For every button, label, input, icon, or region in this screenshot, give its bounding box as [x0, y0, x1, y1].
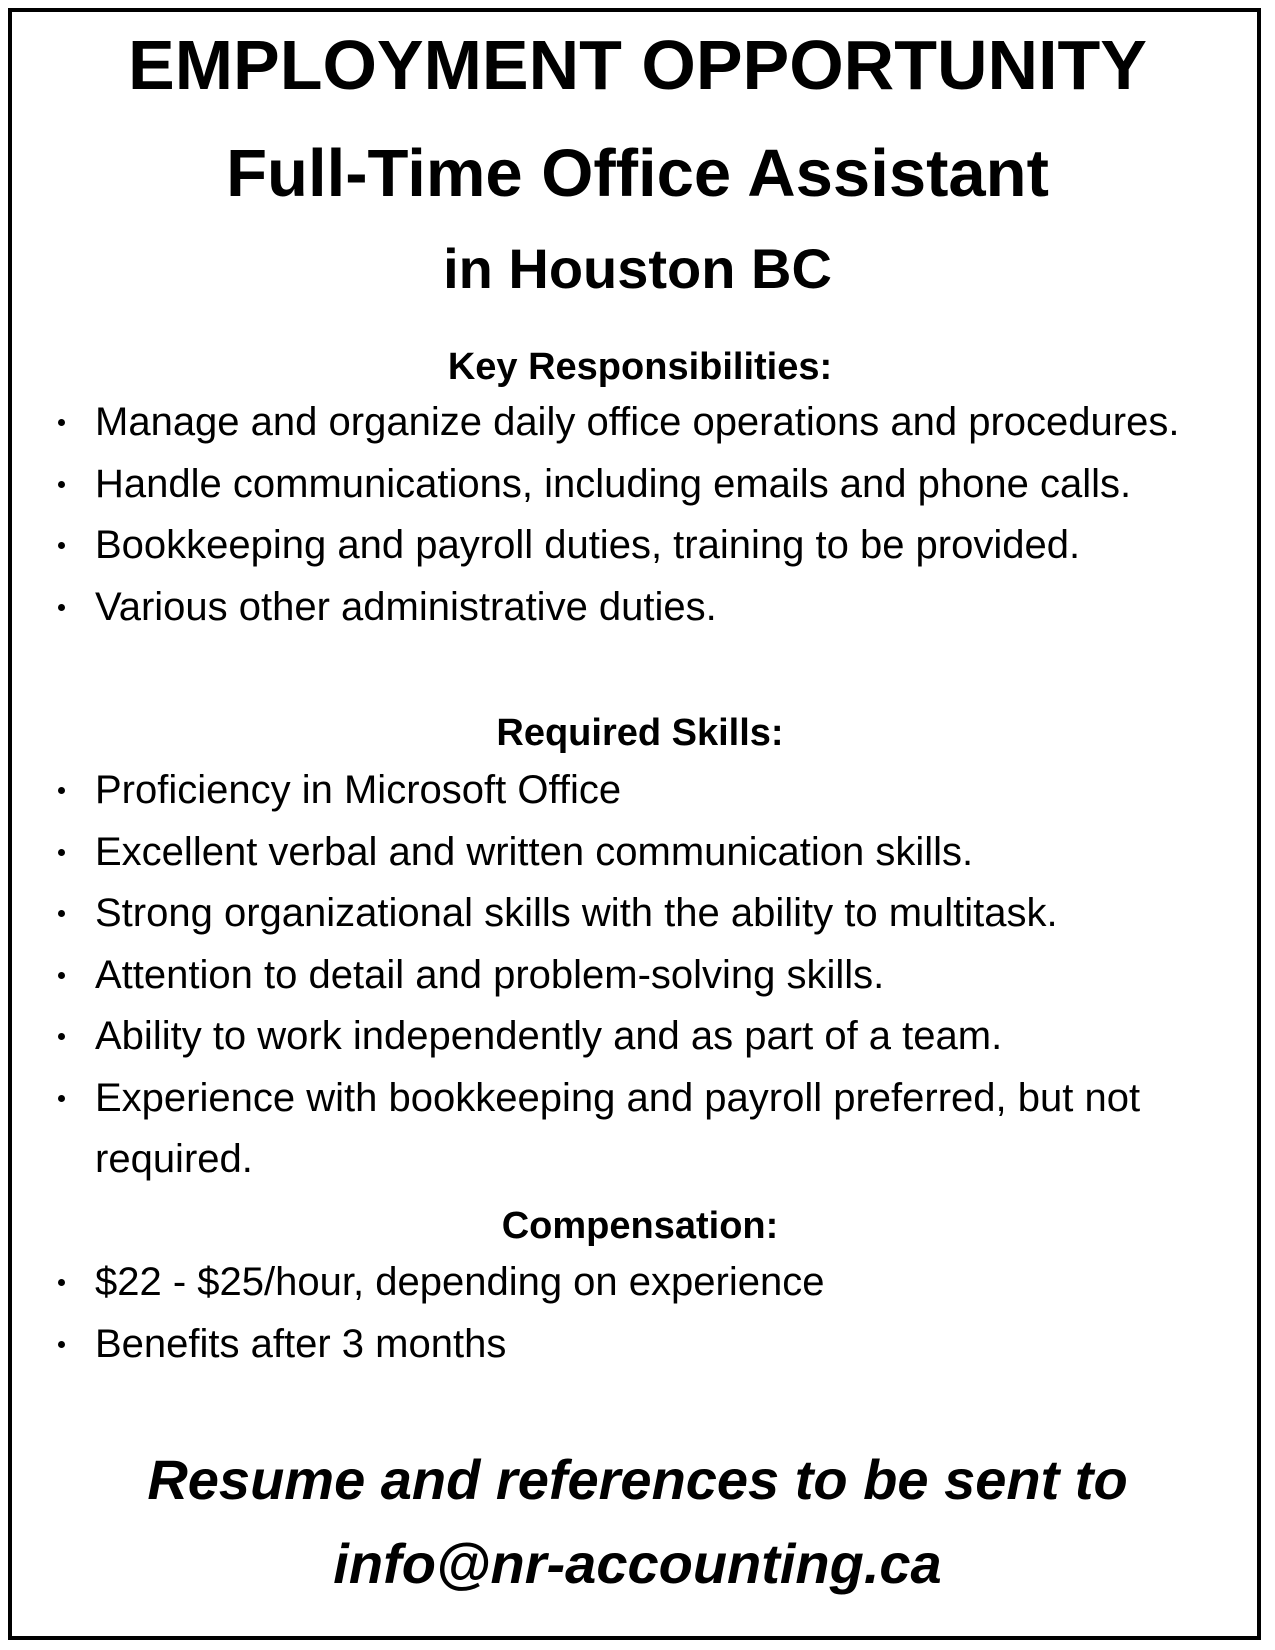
application-instructions: Resume and references to be sent to [147, 1448, 1128, 1511]
list-item-text: Experience with bookkeeping and payroll preferred, but not required. [95, 1075, 1141, 1181]
list-item-text: Various other administrative duties. [95, 584, 717, 629]
bullet-icon [58, 604, 65, 611]
page-title: EMPLOYMENT OPPORTUNITY [128, 26, 1147, 104]
list-item-text: Attention to detail and problem-solving skills. [95, 952, 885, 997]
skills-heading: Required Skills: [496, 712, 784, 754]
skills-list [0, 760, 1275, 1191]
list-item [0, 1252, 1275, 1314]
compensation-list [0, 1252, 1275, 1375]
list-item [0, 822, 1275, 884]
list-item [0, 1006, 1275, 1068]
bullet-icon [58, 972, 65, 979]
list-item-text: Handle communications, including emails and phone calls. [95, 461, 1132, 506]
bullet-icon [58, 1279, 65, 1286]
bullet-icon [58, 542, 65, 549]
list-item [0, 1314, 1275, 1376]
list-item [0, 515, 1275, 577]
bullet-icon [58, 910, 65, 917]
responsibilities-heading: Key Responsibilities: [447, 346, 833, 388]
list-item [0, 883, 1275, 945]
list-item-text: Bookkeeping and payroll duties, training to be provided. [95, 523, 1081, 567]
bullet-icon [58, 419, 65, 426]
list-item-text: Ability to work independently and as part of a team. [95, 1014, 1003, 1058]
bullet-icon [58, 1341, 65, 1348]
bullet-icon [58, 849, 65, 856]
list-item-text: Proficiency in Microsoft Office [95, 768, 622, 812]
bullet-icon [58, 481, 65, 488]
list-item [0, 454, 1275, 516]
list-item-text: $22 - $25/hour, depending on experience [95, 1260, 825, 1304]
list-item [0, 1068, 1275, 1191]
list-item [0, 577, 1275, 639]
job-location: in Houston BC [443, 237, 832, 300]
list-item-text: Excellent verbal and written communication skills. [95, 829, 974, 874]
list-item-text: Benefits after 3 months [95, 1321, 507, 1366]
contact-email: info@nr-accounting.ca [333, 1532, 942, 1595]
list-item-text: Manage and organize daily office operations and procedures. [95, 400, 1180, 444]
bullet-icon [58, 787, 65, 794]
compensation-heading: Compensation: [501, 1205, 779, 1247]
list-item-text: Strong organizational skills with the ability to multitask. [95, 891, 1058, 935]
list-item [0, 760, 1275, 822]
bullet-icon [58, 1095, 65, 1102]
job-title: Full-Time Office Assistant [226, 136, 1049, 211]
bullet-icon [58, 1033, 65, 1040]
responsibilities-list [0, 392, 1275, 638]
list-item [0, 945, 1275, 1007]
list-item [0, 392, 1275, 454]
